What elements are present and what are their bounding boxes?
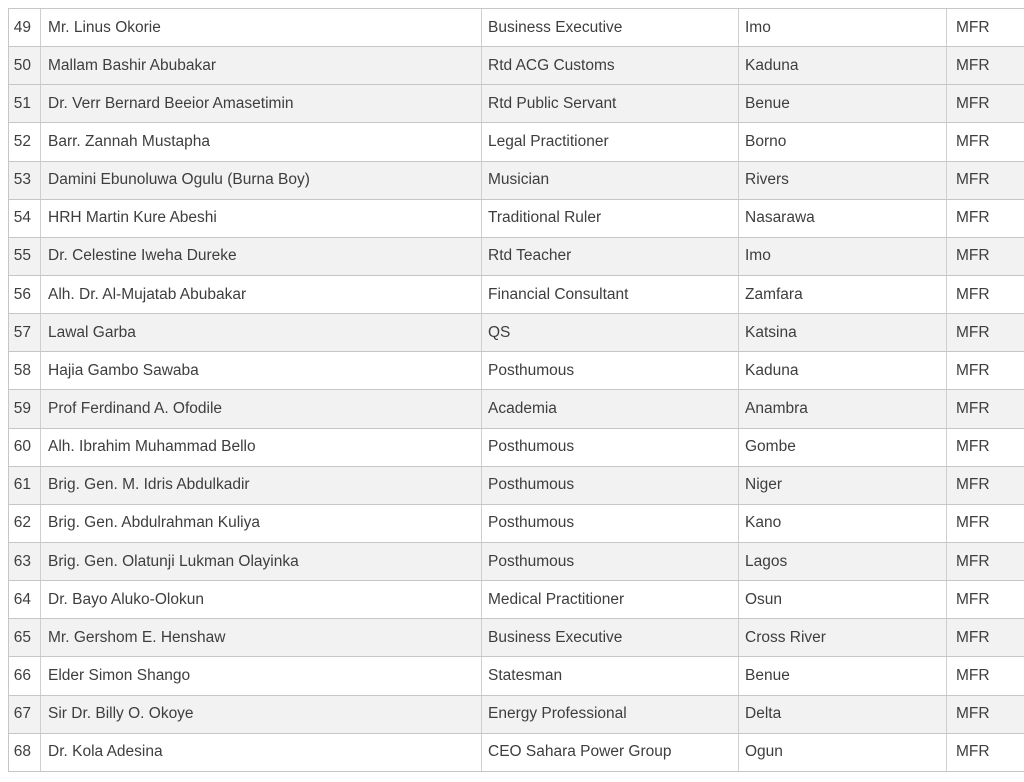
profession-cell: Rtd Teacher [482,238,739,275]
award-cell: MFR [956,171,990,189]
honoree-name: Dr. Celestine Iweha Dureke [41,238,482,275]
profession-cell: Posthumous [482,505,739,542]
honoree-name: Mallam Bashir Abubakar [41,47,482,84]
honoree-name: Damini Ebunoluwa Ogulu (Burna Boy) [41,162,482,199]
profession-cell: Posthumous [482,352,739,389]
state-cell: Benue [739,657,947,694]
award-cell: MFR [956,56,990,74]
table-row [9,200,1024,238]
state-cell: Ogun [739,734,947,771]
honoree-name: Dr. Kola Adesina [41,734,482,771]
award-cell: MFR [956,743,990,761]
state-cell: Niger [739,467,947,504]
row-number: 67 [9,696,41,733]
table-row [9,429,1024,467]
award-cell: MFR [956,18,990,36]
table-row [9,238,1024,276]
profession-cell: QS [482,314,739,351]
award-cell: MFR [956,94,990,112]
award-cell: MFR [956,247,990,265]
state-cell: Nasarawa [739,200,947,237]
profession-cell: Rtd Public Servant [482,85,739,122]
row-number: 57 [9,314,41,351]
honoree-name: Brig. Gen. M. Idris Abdulkadir [41,467,482,504]
table-row [9,657,1024,695]
state-cell: Osun [739,581,947,618]
row-number: 59 [9,390,41,427]
row-number: 54 [9,200,41,237]
award-cell: MFR [956,361,990,379]
award-cell: MFR [956,628,990,646]
state-cell: Imo [739,238,947,275]
profession-cell: Posthumous [482,543,739,580]
row-number: 53 [9,162,41,199]
table-row [9,505,1024,543]
profession-cell: Musician [482,162,739,199]
award-cell: MFR [956,209,990,227]
honoree-name: Brig. Gen. Olatunji Lukman Olayinka [41,543,482,580]
honoree-name: Mr. Gershom E. Henshaw [41,619,482,656]
row-number: 64 [9,581,41,618]
row-number: 55 [9,238,41,275]
honoree-name: Alh. Dr. Al-Mujatab Abubakar [41,276,482,313]
honoree-name: Barr. Zannah Mustapha [41,123,482,160]
honoree-name: Prof Ferdinand A. Ofodile [41,390,482,427]
table-row [9,543,1024,581]
table-row [9,9,1024,47]
profession-cell: Academia [482,390,739,427]
table-row [9,581,1024,619]
state-cell: Lagos [739,543,947,580]
row-number: 66 [9,657,41,694]
award-cell: MFR [956,323,990,341]
row-number: 52 [9,123,41,160]
state-cell: Zamfara [739,276,947,313]
table-row [9,162,1024,200]
table-row [9,352,1024,390]
award-cell: MFR [956,666,990,684]
honoree-name: HRH Martin Kure Abeshi [41,200,482,237]
award-cell: MFR [956,399,990,417]
award-cell: MFR [956,514,990,532]
award-cell: MFR [956,476,990,494]
profession-cell: Posthumous [482,467,739,504]
table-row [9,696,1024,734]
honoree-name: Elder Simon Shango [41,657,482,694]
row-number: 60 [9,429,41,466]
award-cell: MFR [956,590,990,608]
state-cell: Katsina [739,314,947,351]
row-number: 51 [9,85,41,122]
state-cell: Kaduna [739,47,947,84]
honoree-name: Sir Dr. Billy O. Okoye [41,696,482,733]
profession-cell: Business Executive [482,9,739,46]
state-cell: Cross River [739,619,947,656]
honoree-name: Hajia Gambo Sawaba [41,352,482,389]
award-cell: MFR [956,552,990,570]
honoree-name: Dr. Bayo Aluko-Olokun [41,581,482,618]
state-cell: Borno [739,123,947,160]
table-row [9,467,1024,505]
honoree-name: Lawal Garba [41,314,482,351]
profession-cell: Energy Professional [482,696,739,733]
honoree-name: Brig. Gen. Abdulrahman Kuliya [41,505,482,542]
profession-cell: Financial Consultant [482,276,739,313]
row-number: 58 [9,352,41,389]
row-number: 49 [9,9,41,46]
table-row [9,276,1024,314]
award-cell: MFR [956,285,990,303]
row-number: 68 [9,734,41,771]
profession-cell: Medical Practitioner [482,581,739,618]
state-cell: Benue [739,85,947,122]
profession-cell: CEO Sahara Power Group [482,734,739,771]
state-cell: Kaduna [739,352,947,389]
table-row [9,47,1024,85]
table-row [9,123,1024,161]
state-cell: Gombe [739,429,947,466]
state-cell: Anambra [739,390,947,427]
honours-table [8,8,1024,772]
award-cell: MFR [956,705,990,723]
honoree-name: Alh. Ibrahim Muhammad Bello [41,429,482,466]
honoree-name: Mr. Linus Okorie [41,9,482,46]
honoree-name: Dr. Verr Bernard Beeior Amasetimin [41,85,482,122]
profession-cell: Traditional Ruler [482,200,739,237]
table-row [9,390,1024,428]
state-cell: Rivers [739,162,947,199]
row-number: 61 [9,467,41,504]
profession-cell: Legal Practitioner [482,123,739,160]
award-cell: MFR [956,132,990,150]
state-cell: Delta [739,696,947,733]
profession-cell: Statesman [482,657,739,694]
table-row [9,734,1024,772]
row-number: 63 [9,543,41,580]
row-number: 62 [9,505,41,542]
row-number: 56 [9,276,41,313]
state-cell: Imo [739,9,947,46]
table-row [9,314,1024,352]
award-cell: MFR [956,438,990,456]
row-number: 65 [9,619,41,656]
table-row [9,85,1024,123]
profession-cell: Posthumous [482,429,739,466]
table-row [9,619,1024,657]
state-cell: Kano [739,505,947,542]
profession-cell: Business Executive [482,619,739,656]
row-number: 50 [9,47,41,84]
profession-cell: Rtd ACG Customs [482,47,739,84]
